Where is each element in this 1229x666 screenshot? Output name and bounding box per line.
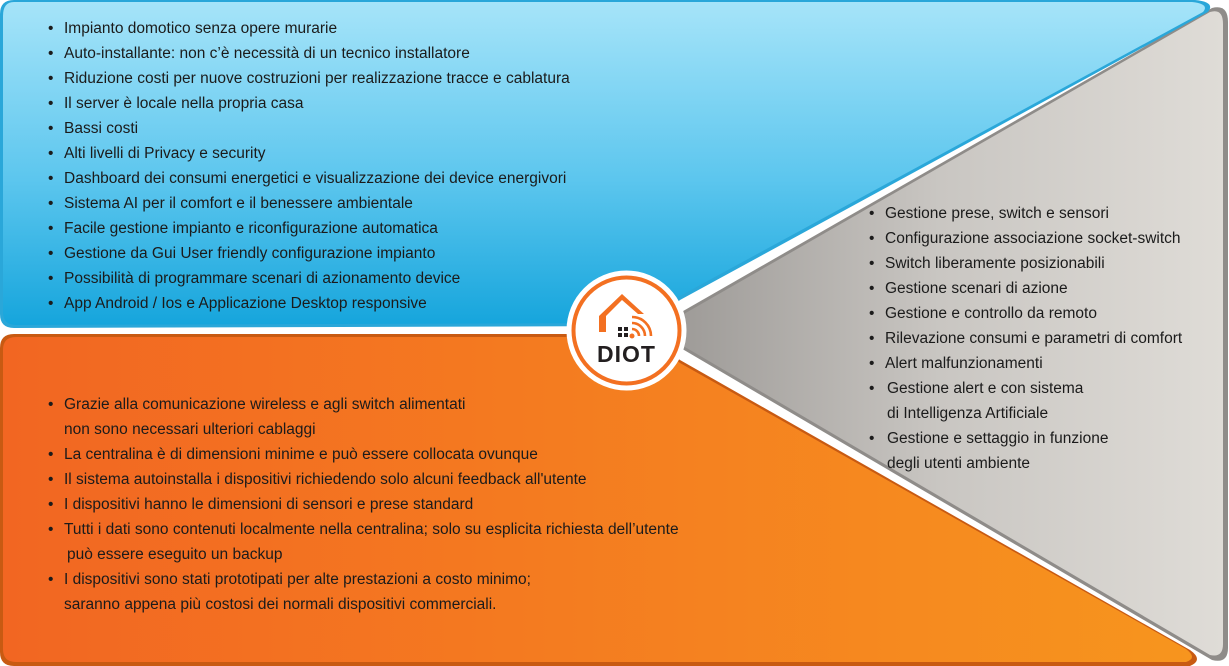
list-item: • Tutti i dati sono contenuti localmente nella centralina; solo su esplicita richiesta dell’utente può essere eseguito un backup <box>48 517 679 567</box>
list-item: • I dispositivi sono stati prototipati per alte prestazioni a costo minimo; saranno appena più costosi dei normali dispositivi commerciali. <box>48 567 679 617</box>
list-item: • Gestione da Gui User friendly configurazione impianto <box>48 241 570 266</box>
bullet-icon: • <box>48 571 54 588</box>
list-item: • Impianto domotico senza opere murarie <box>48 16 570 41</box>
list-item: • Bassi costi <box>48 116 570 141</box>
bullet-icon: • <box>48 496 54 513</box>
list-item: • Alti livelli di Privacy e security <box>48 141 570 166</box>
list-item: • Switch liberamente posizionabili <box>869 251 1182 276</box>
bullet-icon: • <box>48 95 54 112</box>
list-item: • Alert malfunzionamenti <box>869 351 1182 376</box>
bullet-icon: • <box>48 245 54 262</box>
list-item: • Gestione e settaggio in funzione degli utenti ambiente <box>869 426 1182 476</box>
bullet-icon: • <box>869 205 875 222</box>
bullet-icon: • <box>869 305 875 322</box>
bullet-icon: • <box>48 471 54 488</box>
list-item: • Gestione alert e con sistema di Intelligenza Artificiale <box>869 376 1182 426</box>
list-item: • Il sistema autoinstalla i dispositivi richiedendo solo alcuni feedback all'utente <box>48 467 679 492</box>
list-item: • Facile gestione impianto e riconfigurazione automatica <box>48 216 570 241</box>
bullet-icon: • <box>48 120 54 137</box>
bullet-icon: • <box>48 70 54 87</box>
bullet-icon: • <box>869 330 875 347</box>
list-item: • I dispositivi hanno le dimensioni di sensori e prese standard <box>48 492 679 517</box>
bullet-icon: • <box>48 396 54 413</box>
bullet-icon: • <box>48 521 54 538</box>
orange-panel-feature-list <box>48 392 679 617</box>
bullet-icon: • <box>48 295 54 312</box>
list-item: • Gestione scenari di azione <box>869 276 1182 301</box>
list-item: • La centralina è di dimensioni minime e può essere collocata ovunque <box>48 442 679 467</box>
list-item: • Configurazione associazione socket-switch <box>869 226 1182 251</box>
blue-panel-feature-list <box>48 16 570 316</box>
list-item: • Gestione e controllo da remoto <box>869 301 1182 326</box>
list-item: • Possibilità di programmare scenari di azionamento device <box>48 266 570 291</box>
logo-text: DIOT <box>597 341 656 367</box>
bullet-icon: • <box>48 270 54 287</box>
bullet-icon: • <box>869 280 875 297</box>
bullet-icon: • <box>48 446 54 463</box>
gray-panel-feature-list <box>869 201 1182 476</box>
bullet-icon: • <box>48 45 54 62</box>
list-item: • Sistema AI per il comfort e il benessere ambientale <box>48 191 570 216</box>
bullet-icon: • <box>869 355 875 372</box>
list-item: • Grazie alla comunicazione wireless e agli switch alimentati non sono necessari ulteriori cablaggi <box>48 392 679 442</box>
list-item: • Riduzione costi per nuove costruzioni per realizzazione tracce e cablatura <box>48 66 570 91</box>
list-item: • Gestione prese, switch e sensori <box>869 201 1182 226</box>
bullet-icon: • <box>48 220 54 237</box>
bullet-icon: • <box>48 20 54 37</box>
diot-logo <box>566 270 687 391</box>
bullet-icon: • <box>869 430 875 447</box>
bullet-icon: • <box>869 255 875 272</box>
list-item: • Dashboard dei consumi energetici e visualizzazione dei device energivori <box>48 166 570 191</box>
list-item: • App Android / Ios e Applicazione Desktop responsive <box>48 291 570 316</box>
list-item: • Rilevazione consumi e parametri di comfort <box>869 326 1182 351</box>
bullet-icon: • <box>48 145 54 162</box>
bullet-icon: • <box>48 170 54 187</box>
bullet-icon: • <box>869 230 875 247</box>
list-item: • Il server è locale nella propria casa <box>48 91 570 116</box>
bullet-icon: • <box>869 380 875 397</box>
list-item: • Auto-installante: non c’è necessità di un tecnico installatore <box>48 41 570 66</box>
bullet-icon: • <box>48 195 54 212</box>
